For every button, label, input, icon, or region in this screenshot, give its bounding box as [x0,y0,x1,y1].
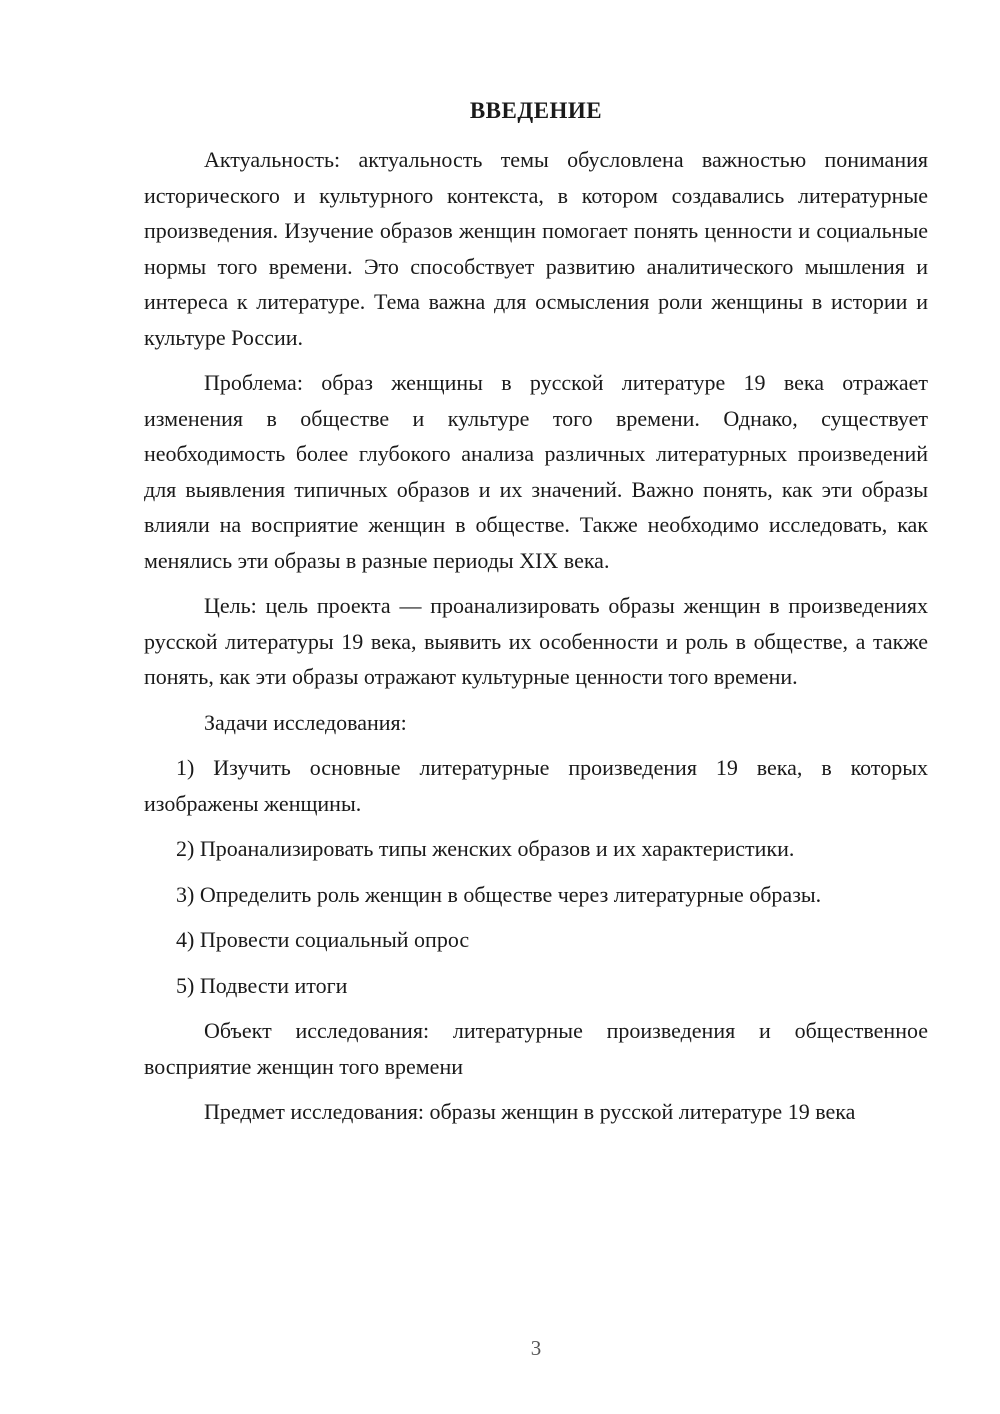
tasks-heading: Задачи исследования: [204,709,407,735]
task-item-5: 5) Подвести итоги [176,972,348,998]
task-item-4: 4) Провести социальный опрос [176,927,470,952]
task-item-1: 1) Изучить основные литературные произведения 19 века, в которых изображены женщины. [144,755,928,816]
task-item-2: 2) Проанализировать типы женских образов и их характеристики. [176,836,795,861]
page-title: ВВЕДЕНИЕ [469,98,603,123]
object-paragraph: Объект исследования: литературные произведения и общественное восприятие женщин того времени [144,1018,928,1079]
document-page [144,0,928,1414]
document-body [144,142,928,1140]
problem-paragraph: Проблема: образ женщины в русской литературе 19 века отражает изменения в обществе и культуре того времени. Однако, существует необходимость более глубокого анализа различных литературных произведений для выявления типичных образов и их значений. Важно понять, как эти образы влияли на восприятие женщин в обществе. Также необходимо исследовать, как менялись эти образы в разные периоды XIX века. [144,370,928,573]
page-number: 3 [530,1336,542,1360]
relevance-paragraph: Актуальность: актуальность темы обусловлена важностью понимания исторического и культурного контекста, в котором создавались литературные произведения. Изучение образов женщин помогает понять ценности и социальные нормы того времени. Это способствует развитию аналитического мышления и интереса к литературе. Тема важна для осмысления роли женщины в истории и культуре России. [144,147,928,350]
task-item-3: 3) Определить роль женщин в обществе через литературные образы. [176,881,822,907]
subject-paragraph: Предмет исследования: образы женщин в русской литературе 19 века [204,1099,856,1124]
goal-paragraph: Цель: цель проекта — проанализировать образы женщин в произведениях русской литературы 19 века, выявить их особенности и роль в обществе, а также понять, как эти образы отражают культурные ценности того времени. [144,593,928,689]
